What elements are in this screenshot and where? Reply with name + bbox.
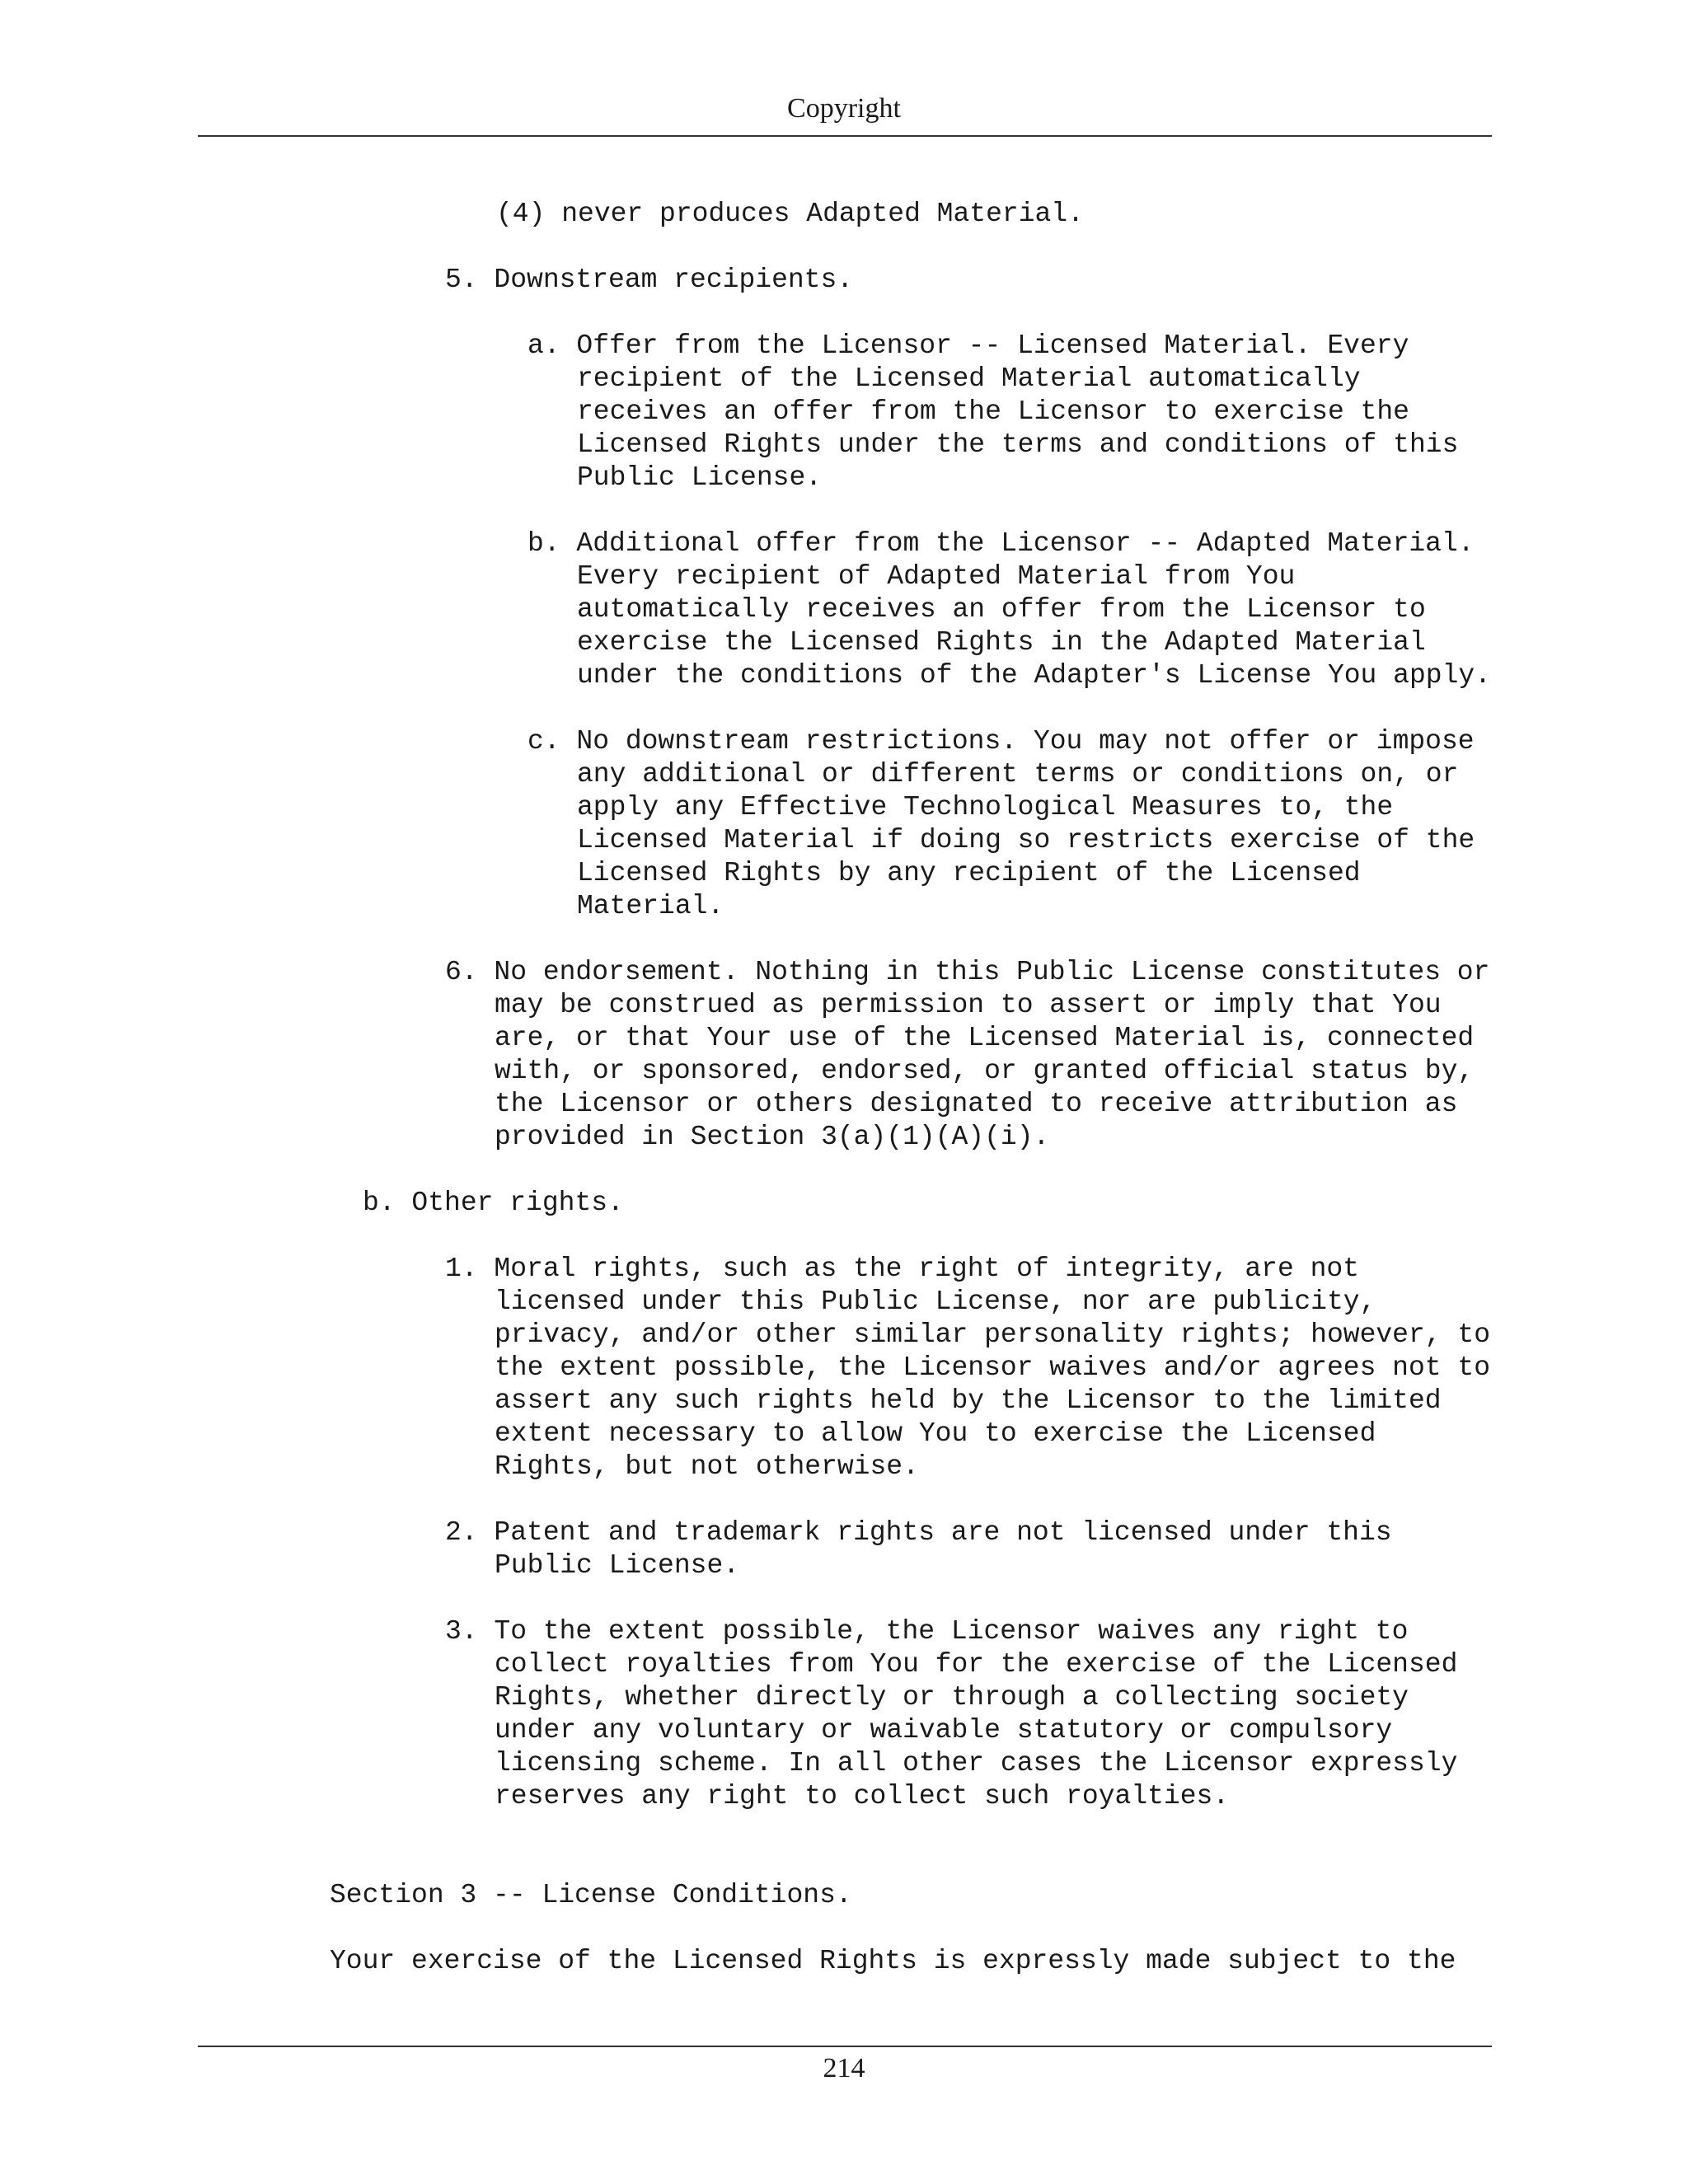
- text-line: exercise the Licensed Rights in the Adapted Material: [577, 627, 1426, 658]
- list-item-heading: a. Offer from the Licensor -- Licensed Material. Every: [528, 330, 1409, 361]
- text-line: Rights, whether directly or through a collecting society: [495, 1682, 1409, 1713]
- text-line: with, or sponsored, endorsed, or granted official status by,: [495, 1056, 1475, 1086]
- list-item-heading: 1. Moral rights, such as the right of integrity, are not: [445, 1254, 1359, 1284]
- running-header-title: Copyright: [787, 93, 901, 124]
- list-item-heading: b. Other rights.: [363, 1188, 624, 1218]
- text-line: Material.: [577, 891, 724, 921]
- footer-rule: [198, 2046, 1492, 2047]
- text-line: licensing scheme. In all other cases the Licensor expressly: [495, 1748, 1458, 1779]
- list-item-heading: b. Additional offer from the Licensor -- Adapted Material.: [528, 528, 1475, 559]
- text-line: the extent possible, the Licensor waives and/or agrees not to: [495, 1352, 1490, 1383]
- text-line: apply any Effective Technological Measures to, the: [577, 792, 1394, 823]
- text-line: (4) never produces Adapted Material.: [496, 199, 1084, 229]
- text-line: Every recipient of Adapted Material from You: [577, 561, 1296, 592]
- text-line: may be construed as permission to assert or imply that You: [495, 990, 1442, 1020]
- text-line: receives an offer from the Licensor to exercise the: [577, 396, 1409, 427]
- page-number: 214: [823, 2053, 865, 2083]
- list-item-heading: 5. Downstream recipients.: [445, 265, 854, 295]
- list-item-heading: 3. To the extent possible, the Licensor waives any right to: [445, 1616, 1409, 1647]
- section-heading: Section 3 -- License Conditions.: [330, 1880, 852, 1910]
- text-line: assert any such rights held by the Licensor to the limited: [495, 1385, 1442, 1416]
- list-item-heading: 6. No endorsement. Nothing in this Public License constitutes or: [445, 957, 1490, 987]
- text-line: provided in Section 3(a)(1)(A)(i).: [495, 1122, 1050, 1152]
- text-line: Licensed Rights by any recipient of the Licensed: [577, 858, 1361, 888]
- text-line: Licensed Material if doing so restricts exercise of the: [577, 825, 1475, 855]
- text-line: under the conditions of the Adapter's License You apply.: [577, 660, 1491, 691]
- text-line: Public License.: [577, 462, 823, 493]
- text-line: recipient of the Licensed Material automatically: [577, 363, 1361, 394]
- text-line: are, or that Your use of the Licensed Material is, connected: [495, 1023, 1475, 1053]
- text-line: any additional or different terms or conditions on, or: [577, 759, 1459, 790]
- text-line: privacy, and/or other similar personality rights; however, to: [495, 1319, 1490, 1350]
- text-line: the Licensor or others designated to receive attribution as: [495, 1089, 1458, 1119]
- text-line: collect royalties from You for the exercise of the Licensed: [495, 1649, 1458, 1680]
- header-rule: [198, 135, 1492, 137]
- text-line: extent necessary to allow You to exercise the Licensed: [495, 1418, 1376, 1449]
- text-line: Licensed Rights under the terms and conditions of this: [577, 429, 1459, 460]
- text-line: Rights, but not otherwise.: [495, 1451, 919, 1482]
- list-item-heading: 2. Patent and trademark rights are not licensed under this: [445, 1517, 1392, 1548]
- text-line: licensed under this Public License, nor are publicity,: [495, 1286, 1376, 1317]
- text-line: automatically receives an offer from the Licensor to: [577, 594, 1426, 625]
- text-line: Public License.: [495, 1550, 740, 1581]
- text-line: Your exercise of the Licensed Rights is expressly made subject to the: [330, 1946, 1456, 1976]
- list-item-heading: c. No downstream restrictions. You may not offer or impose: [528, 726, 1475, 757]
- text-line: under any voluntary or waivable statutory or compulsory: [495, 1715, 1393, 1746]
- text-line: reserves any right to collect such royalties.: [495, 1781, 1230, 1811]
